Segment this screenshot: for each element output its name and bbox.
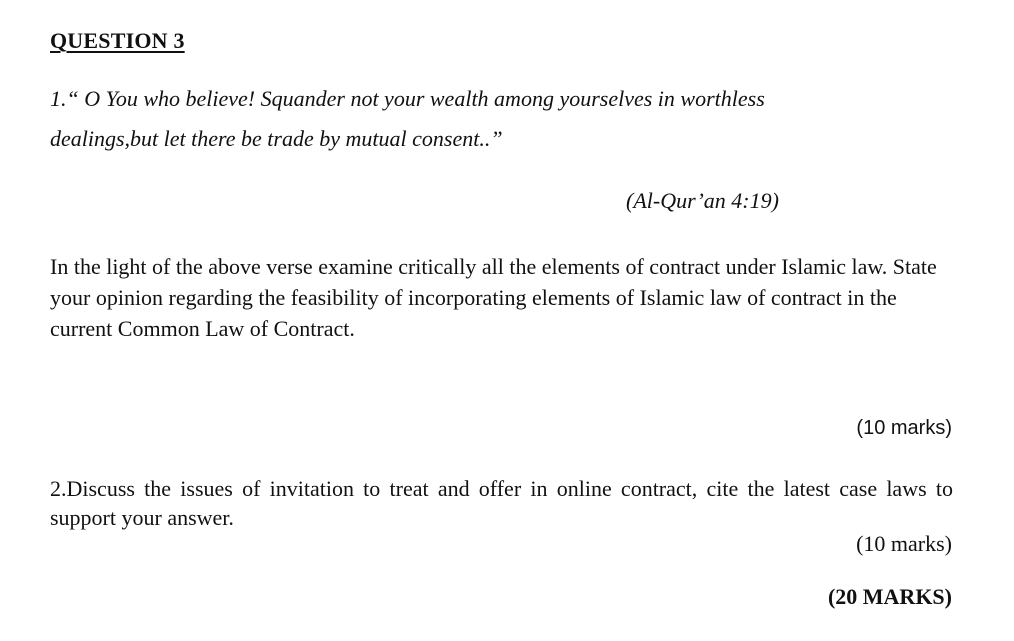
part2-marks: (10 marks) — [856, 531, 952, 556]
part1-prompt: In the light of the above verse examine critically all the elements of contract under Islamic law. State your opinion regarding the feasibility of incorporating elements of Islamic law of contract in the current Common Law of Contract. — [50, 254, 937, 341]
total-marks: (20 MARKS) — [827, 584, 952, 609]
verse-citation: (Al-Qur’an 4:19) — [626, 188, 779, 213]
question-heading: QUESTION 3 — [50, 28, 185, 53]
part2-prompt: 2.Discuss the issues of invitation to treat and offer in online contract, cite the latest case laws to support your answer. — [50, 476, 953, 530]
verse-line-2: dealings,but let there be trade by mutual consent..” — [50, 126, 503, 151]
verse-line-1: 1.“ O You who believe! Squander not your wealth among yourselves in worthless — [50, 86, 765, 111]
part1-marks: (10 marks) — [856, 417, 952, 439]
